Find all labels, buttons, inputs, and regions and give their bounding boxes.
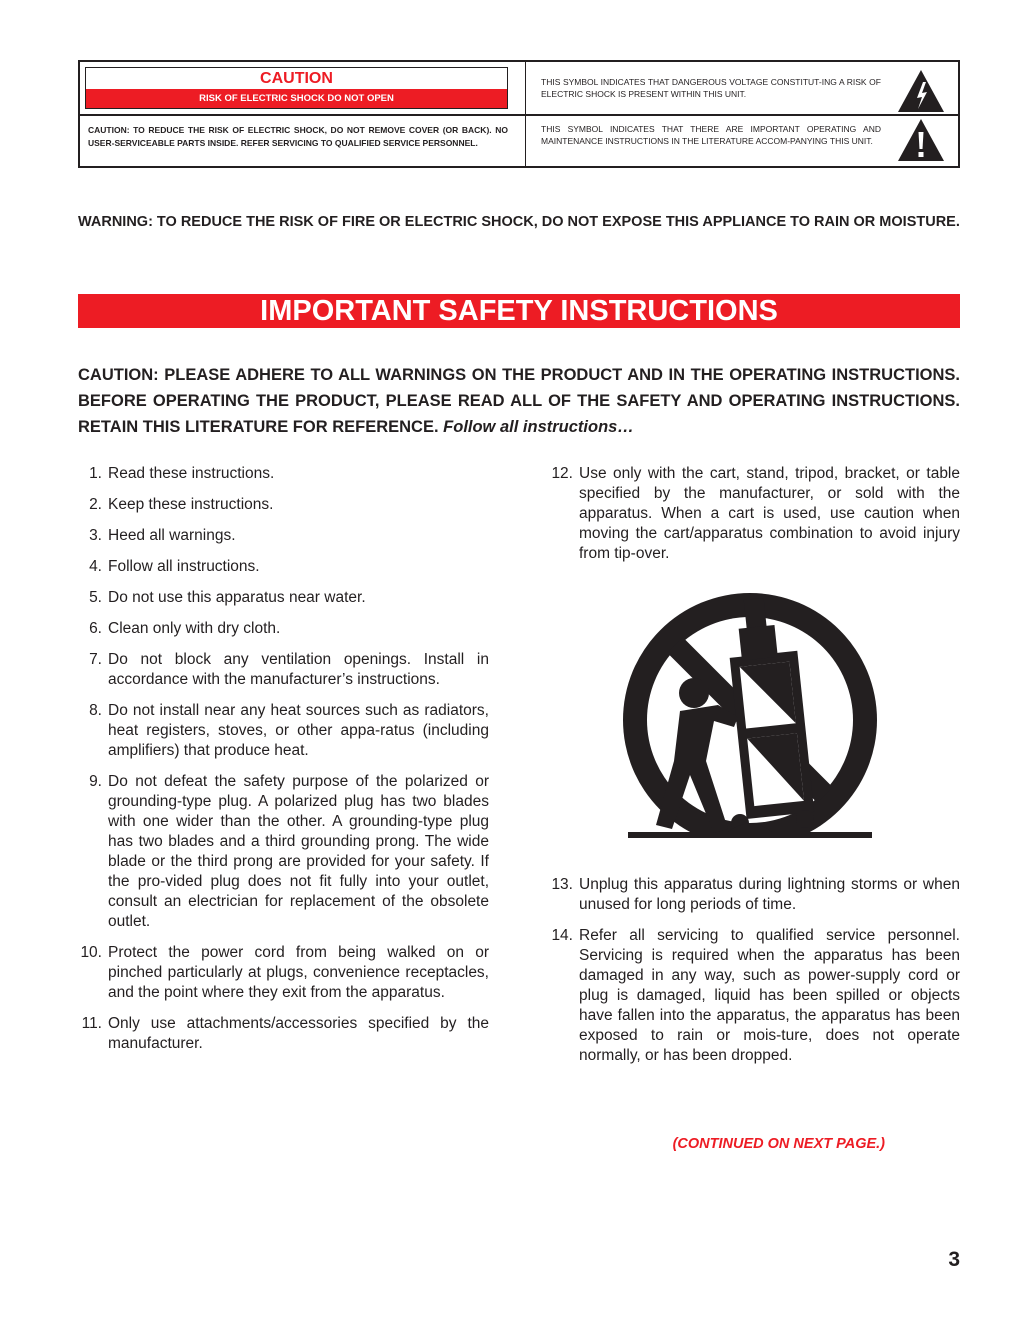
warning-text: WARNING: TO REDUCE THE RISK OF FIRE OR ELECTRIC SHOCK, DO NOT EXPOSE THIS APPLIANCE TO RAIN OR MOISTURE. bbox=[78, 214, 960, 230]
instructions-list-right-top bbox=[535, 464, 960, 575]
list-item bbox=[78, 588, 489, 608]
item-number: 7. bbox=[89, 651, 102, 668]
page-number: 3 bbox=[948, 1248, 960, 1271]
item-number: 1. bbox=[89, 465, 102, 482]
instructions-list-right-bottom bbox=[535, 875, 960, 1077]
item-text: Use only with the cart, stand, tripod, bracket, or table specified by the manufacturer, or sold with the apparatus. When a cart is used, use caution when moving the cart/apparatus combination to avoid injury from tip-over. bbox=[579, 465, 960, 562]
item-text: Unplug this apparatus during lightning storms or when unused for long periods of time. bbox=[579, 876, 960, 913]
caution-label bbox=[85, 67, 508, 109]
list-item bbox=[535, 875, 960, 915]
item-text: Only use attachments/accessories specified by the manufacturer. bbox=[108, 1015, 489, 1052]
continued-note: (CONTINUED ON NEXT PAGE.) bbox=[672, 1136, 885, 1152]
item-number: 5. bbox=[89, 589, 102, 606]
list-item bbox=[78, 701, 489, 761]
list-item bbox=[78, 557, 489, 577]
item-number: 4. bbox=[89, 558, 102, 575]
caution-box bbox=[78, 60, 960, 168]
item-number: 2. bbox=[89, 496, 102, 513]
caution-paragraph-italic: Follow all instructions… bbox=[443, 418, 634, 436]
item-text: Follow all instructions. bbox=[108, 558, 260, 575]
item-text: Protect the power cord from being walked on or pinched particularly at plugs, convenience receptacles, and the point where they exit from the apparatus. bbox=[108, 944, 489, 1001]
item-text: Heed all warnings. bbox=[108, 527, 236, 544]
voltage-symbol-text: THIS SYMBOL INDICATES THAT DANGEROUS VOLTAGE CONSTITUT-ING A RISK OF ELECTRIC SHOCK IS PRESENT WITHIN THIS UNIT. bbox=[541, 77, 881, 99]
list-item bbox=[78, 526, 489, 546]
item-text: Clean only with dry cloth. bbox=[108, 620, 281, 637]
caution-paragraph-main: CAUTION: PLEASE ADHERE TO ALL WARNINGS ON THE PRODUCT AND IN THE OPERATING INSTRUCTIONS. BEFORE OPERATING THE PRODUCT, PLEASE READ ALL OF THE SAFETY AND OPERATING INSTRUCTIONS. RETAIN THIS LITERATURE FOR REFERENCE. bbox=[78, 366, 960, 436]
item-text: Do not block any ventilation openings. Install in accordance with the manufacturer’s instructions. bbox=[108, 651, 489, 688]
list-item bbox=[535, 926, 960, 1066]
item-number: 3. bbox=[89, 527, 102, 544]
item-number: 14. bbox=[551, 927, 573, 944]
item-number: 10. bbox=[80, 944, 102, 961]
list-item bbox=[78, 772, 489, 932]
list-item bbox=[535, 464, 960, 564]
exclamation-warning-icon bbox=[896, 117, 946, 163]
list-item bbox=[78, 1014, 489, 1054]
caution-paragraph bbox=[78, 362, 960, 440]
exclamation-symbol-text: THIS SYMBOL INDICATES THAT THERE ARE IMPORTANT OPERATING AND MAINTENANCE INSTRUCTIONS IN THE LITERATURE ACCOM-PANYING THIS UNIT. bbox=[541, 124, 881, 146]
item-number: 6. bbox=[89, 620, 102, 637]
item-number: 9. bbox=[89, 773, 102, 790]
caution-subtitle: RISK OF ELECTRIC SHOCK DO NOT OPEN bbox=[86, 89, 507, 108]
item-text: Keep these instructions. bbox=[108, 496, 274, 513]
caution-title: CAUTION bbox=[260, 70, 333, 87]
list-item bbox=[78, 495, 489, 515]
list-item bbox=[78, 943, 489, 1003]
caution-notice: CAUTION: TO REDUCE THE RISK OF ELECTRIC SHOCK, DO NOT REMOVE COVER (OR BACK). NO USER-SERVICEABLE PARTS INSIDE. REFER SERVICING TO QUALIFIED SERVICE PERSONNEL. bbox=[88, 125, 508, 148]
item-text: Do not defeat the safety purpose of the polarized or grounding-type plug. A polarized plug has two blades with one wider than the other. A grounding-type plug has two blades and a third grounding prong. The wide blade or the third prong are provided for your safety. If the pro-vided plug does not fit fully into your outlet, consult an electrician for replacement of the obsolete outlet. bbox=[108, 773, 489, 930]
instructions-list-left bbox=[78, 464, 489, 1065]
item-number: 13. bbox=[551, 876, 573, 893]
item-number: 12. bbox=[551, 465, 573, 482]
cart-tip-over-prohibited-icon bbox=[610, 585, 890, 855]
list-item bbox=[78, 619, 489, 639]
list-item bbox=[78, 464, 489, 484]
item-text: Refer all servicing to qualified service personnel. Servicing is required when the apparatus has been damaged in any way, such as power-supply cord or plug is damaged, liquid has been spilled or objects have fallen into the apparatus, the apparatus has been exposed to rain or mois-ture, does not operate normally, or has been dropped. bbox=[579, 927, 960, 1064]
item-text: Do not install near any heat sources such as radiators, heat registers, stoves, or other appa-ratus (including amplifiers) that produce heat. bbox=[108, 702, 489, 759]
item-number: 11. bbox=[81, 1015, 102, 1032]
item-text: Do not use this apparatus near water. bbox=[108, 589, 366, 606]
page-title: IMPORTANT SAFETY INSTRUCTIONS bbox=[78, 294, 960, 328]
lightning-warning-icon bbox=[896, 68, 946, 114]
caution-box-divider-horizontal bbox=[80, 114, 958, 116]
list-item bbox=[78, 650, 489, 690]
item-number: 8. bbox=[89, 702, 102, 719]
item-text: Read these instructions. bbox=[108, 465, 275, 482]
